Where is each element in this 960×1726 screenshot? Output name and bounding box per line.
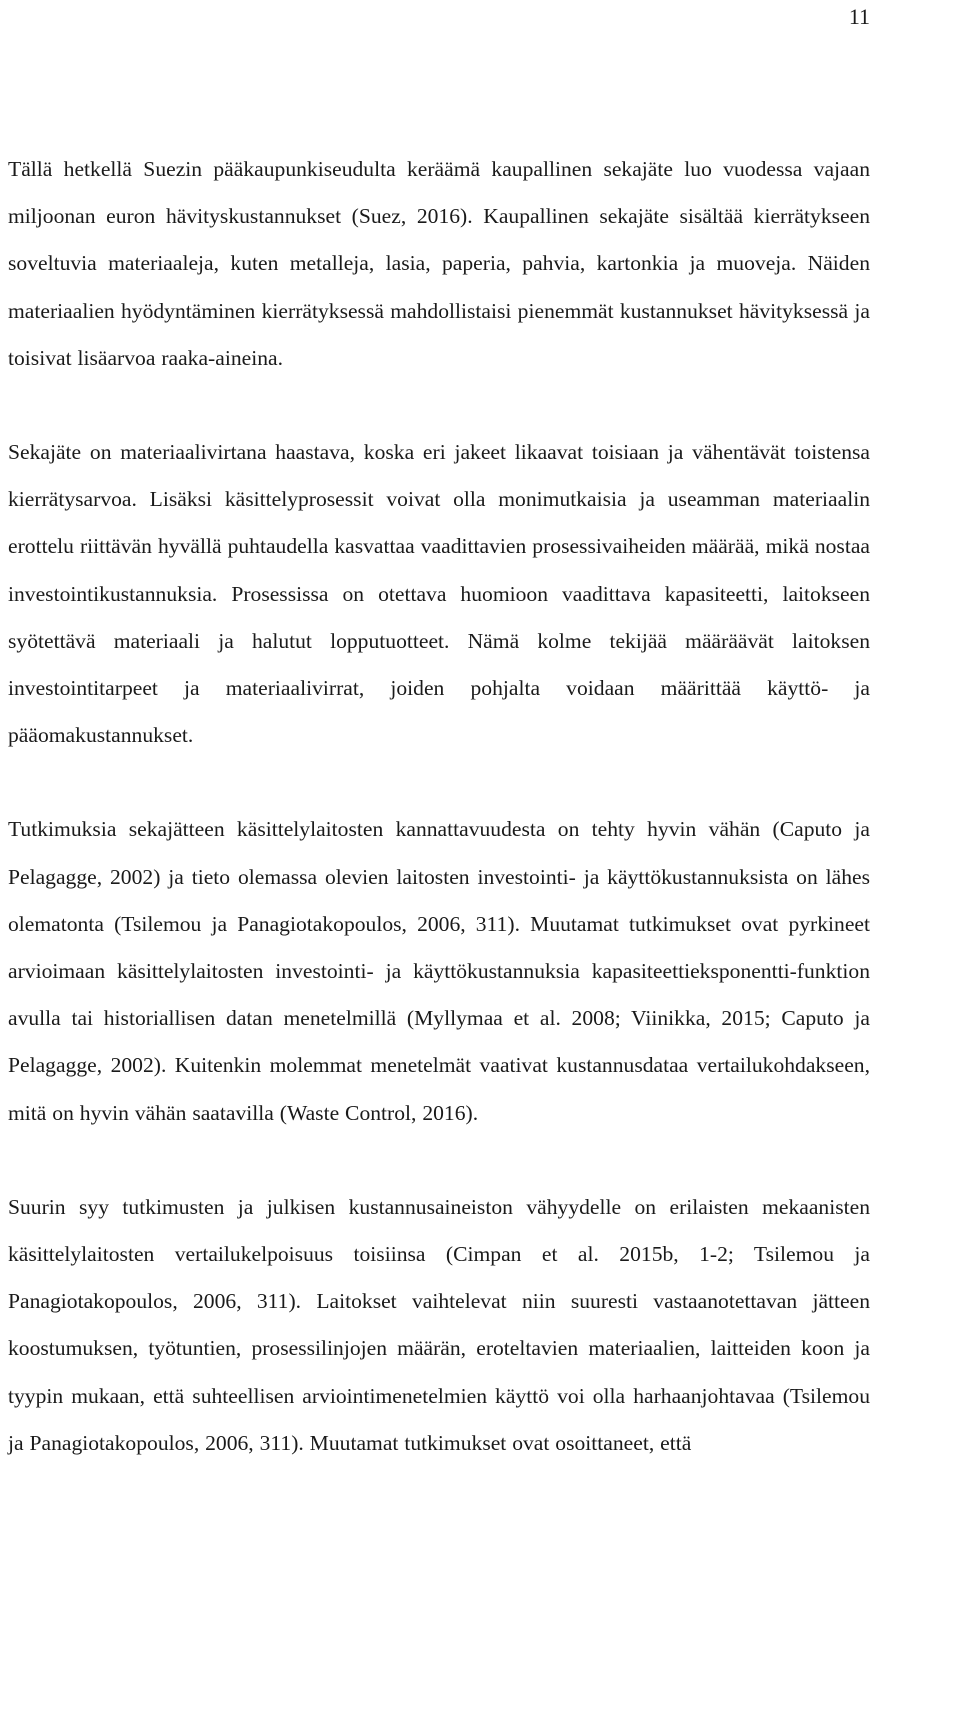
paragraph-2: Sekajäte on materiaalivirtana haastava, koska eri jakeet likaavat toisiaan ja vähentävät toistensa kierrätysarvoa. Lisäksi käsittelyprosessit voivat olla monimutkaisia ja useamman materiaalin erottelu riittävän hyvällä puhtaudella kasvattaa vaadittavien prosessivaiheiden määrää, mikä nostaa investointikustannuksia. Prosessissa on otettava huomioon vaadittava kapasiteetti, laitokseen syötettävä materiaali ja halutut lopputuotteet. Nämä kolme tekijää määräävät laitoksen investointitarpeet ja materiaalivirrat, joiden pohjalta voidaan määrittää käyttö- ja pääomakustannukset. (8, 440, 870, 748)
page-number: 11 (848, 4, 870, 29)
paragraph-4: Suurin syy tutkimusten ja julkisen kustannusaineiston vähyydelle on erilaisten mekaanisten käsittelylaitosten vertailukelpoisuus toisiinsa (Cimpan et al. 2015b, 1-2; Tsilemou ja Panagiotakopoulos, 2006, 311). Laitokset vaihtelevat niin suuresti vastaanotettavan jätteen koostumuksen, työtuntien, prosessilinjojen määrän, eroteltavien materiaalien, laitteiden koon ja tyypin mukaan, että suhteellisen arviointimenetelmien käyttö voi olla harhaanjohtavaa (Tsilemou ja Panagiotakopoulos, 2006, 311). Muutamat tutkimukset ovat osoittaneet, että (8, 1194, 870, 1455)
paragraph-3: Tutkimuksia sekajätteen käsittelylaitosten kannattavuudesta on tehty hyvin vähän (Caputo ja Pelagagge, 2002) ja tieto olemassa olevien laitosten investointi- ja käyttökustannuksista on lähes olematonta (Tsilemou ja Panagiotakopoulos, 2006, 311). Muutamat tutkimukset ovat pyrkineet arvioimaan käsittelylaitosten investointi- ja käyttökustannuksia kapasiteettieksponentti-funktion avulla tai historiallisen datan menetelmillä (Myllymaa et al. 2008; Viinikka, 2015; Caputo ja Pelagagge, 2002). Kuitenkin molemmat menetelmät vaativat kustannusdataa vertailukohdakseen, mitä on hyvin vähän saatavilla (Waste Control, 2016). (8, 817, 870, 1125)
body-text (8, 146, 870, 1467)
paragraph-1: Tällä hetkellä Suezin pääkaupunkiseudulta keräämä kaupallinen sekajäte luo vuodessa vajaan miljoonan euron hävityskustannukset (Suez, 2016). Kaupallinen sekajäte sisältää kierrätykseen soveltuvia materiaaleja, kuten metalleja, lasia, paperia, pahvia, kartonkia ja muoveja. Näiden materiaalien hyödyntäminen kierrätyksessä mahdollistaisi pienemmät kustannukset hävityksessä ja toisivat lisäarvoa raaka-aineina. (8, 157, 870, 370)
